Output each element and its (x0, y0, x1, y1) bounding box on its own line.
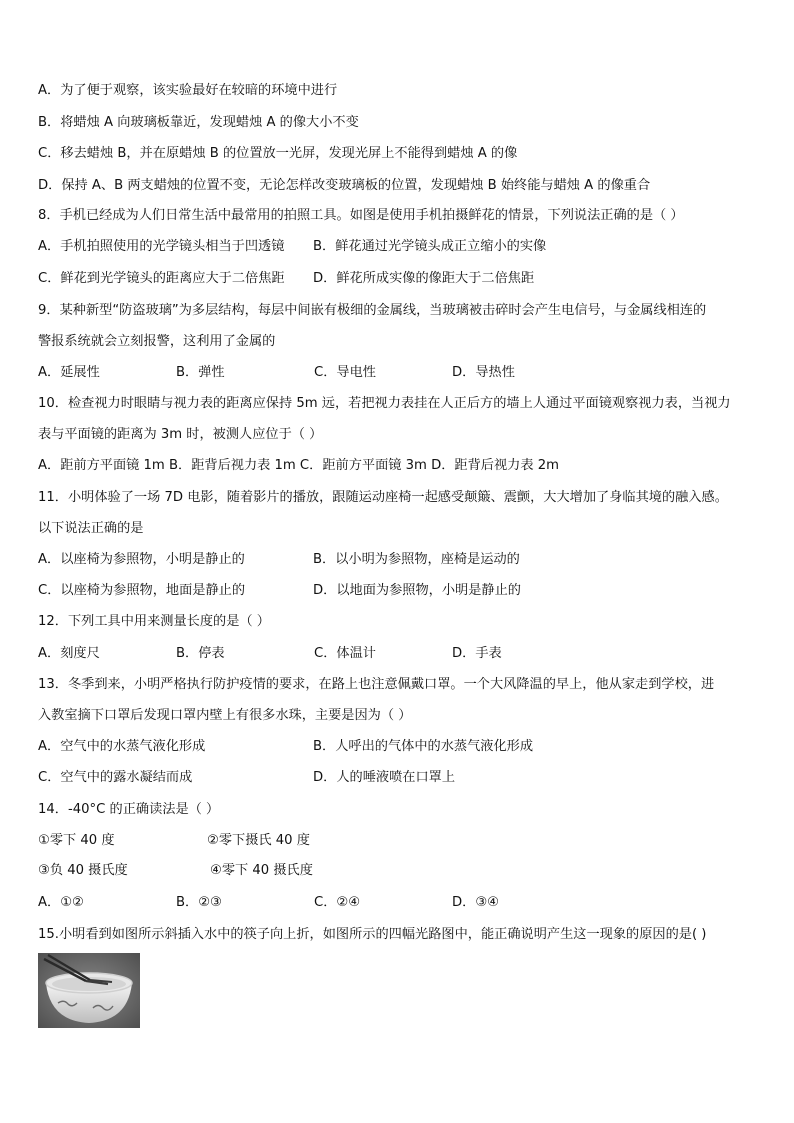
q9-option-c: C．导电性 (314, 365, 376, 380)
q12-option-d: D．手表 (452, 646, 502, 661)
q11-stem-line1: 11．小明体验了一场 7D 电影，随着影片的播放，跟随运动座椅一起感受颠簸、震颤，大大增加了身临其境的融入感。 (38, 490, 728, 505)
q8-stem: 8．手机已经成为人们日常生活中最常用的拍照工具。如图是使用手机拍摄鲜花的情景，下列说法正确的是（ ） (38, 208, 684, 223)
q12-option-a: A．刻度尺 (38, 646, 100, 661)
q13-options-row2 (38, 769, 764, 787)
q7-option-a: A．为了便于观察，该实验最好在较暗的环境中进行 (38, 83, 338, 98)
q8-options-row2 (38, 270, 764, 288)
q11-options-row1 (38, 551, 764, 569)
q9-stem-line1: 9．某种新型“防盗玻璃”为多层结构，每层中间嵌有极细的金属线，当玻璃被击碎时会产生电信号，与金属线相连的 (38, 303, 707, 318)
q8-option-b: B．鲜花通过光学镜头成正立缩小的实像 (313, 239, 547, 254)
q14-stem: 14．-40°C 的正确读法是（ ） (38, 802, 220, 817)
q10-stem-line2: 表与平面镜的距离为 3m 时，被测人应位于（ ） (38, 427, 323, 442)
q11-option-c: C．以座椅为参照物，地面是静止的 (38, 583, 246, 598)
q10-stem-line1: 10．检查视力时眼睛与视力表的距离应保持 5m 远，若把视力表挂在人正后方的墙上人通过平面镜观察视力表，当视力 (38, 396, 731, 411)
q7-option-b: B．将蜡烛 A 向玻璃板靠近，发现蜡烛 A 的像大小不变 (38, 115, 359, 130)
q11-option-b: B．以小明为参照物，座椅是运动的 (313, 552, 520, 567)
q9-option-d: D．导热性 (452, 365, 515, 380)
q13-option-d: D．人的唾液喷在口罩上 (313, 770, 456, 785)
q14-option-c: C．②④ (314, 895, 361, 910)
q14-reading-1: ①零下 40 度 (38, 833, 115, 848)
q12-stem: 12．下列工具中用来测量长度的是（ ） (38, 614, 270, 629)
q9-option-b: B．弹性 (176, 365, 225, 380)
q14-option-b: B．②③ (176, 895, 222, 910)
q14-reading-2: ②零下摄氏 40 度 (207, 833, 310, 848)
q9-option-a: A．延展性 (38, 365, 100, 380)
q11-options-row2 (38, 582, 764, 600)
q7-option-d: D．保持 A、B 两支蜡烛的位置不变，无论怎样改变玻璃板的位置，发现蜡烛 B 始终能与蜡烛 A 的像重合 (38, 178, 651, 193)
q14-option-d: D．③④ (452, 895, 499, 910)
q13-stem-line1: 13．冬季到来，小明严格执行防护疫情的要求，在路上也注意佩戴口罩。一个大风降温的早上，他从家走到学校，进 (38, 677, 715, 692)
q13-option-b: B．人呼出的气体中的水蒸气液化形成 (313, 739, 534, 754)
q13-stem-line2: 入教室摘下口罩后发现口罩内壁上有很多水珠，主要是因为（ ） (38, 708, 412, 723)
q14-reading-3: ③负 40 摄氏度 (38, 863, 128, 878)
q14-options (38, 894, 764, 912)
q8-option-a: A．手机拍照使用的光学镜头相当于凹透镜 (38, 239, 285, 254)
q12-option-c: C．体温计 (314, 646, 376, 661)
q14-readings-row2 (38, 862, 764, 880)
q8-options-row1 (38, 238, 764, 256)
q9-stem-line2: 警报系统就会立刻报警，这利用了金属的 (38, 334, 276, 349)
q11-option-a: A．以座椅为参照物，小明是静止的 (38, 552, 245, 567)
q11-option-d: D．以地面为参照物，小明是静止的 (313, 583, 521, 598)
q7-option-c: C．移去蜡烛 B，并在原蜡烛 B 的位置放一光屏，发现光屏上不能得到蜡烛 A 的像 (38, 146, 518, 161)
bowl-chopsticks-photo (38, 953, 140, 1028)
q10-options: A．距前方平面镜 1m B．距背后视力表 1m C．距前方平面镜 3m D．距背后视力表 2m (38, 458, 559, 473)
q12-option-b: B．停表 (176, 646, 225, 661)
q13-option-c: C．空气中的露水凝结而成 (38, 770, 193, 785)
q8-option-c: C．鲜花到光学镜头的距离应大于二倍焦距 (38, 271, 285, 286)
q14-readings-row1 (38, 832, 764, 850)
q13-options-row1 (38, 738, 764, 756)
q15-stem: 15.小明看到如图所示斜插入水中的筷子向上折，如图所示的四幅光路图中，能正确说明产生这一现象的原因的是( ) (38, 927, 707, 942)
q12-options (38, 645, 764, 663)
q14-reading-4: ④零下 40 摄氏度 (210, 863, 313, 878)
q14-option-a: A．①② (38, 895, 84, 910)
q8-option-d: D．鲜花所成实像的像距大于二倍焦距 (313, 271, 535, 286)
q11-stem-line2: 以下说法正确的是 (38, 521, 144, 536)
q13-option-a: A．空气中的水蒸气液化形成 (38, 739, 206, 754)
q9-options (38, 364, 764, 382)
